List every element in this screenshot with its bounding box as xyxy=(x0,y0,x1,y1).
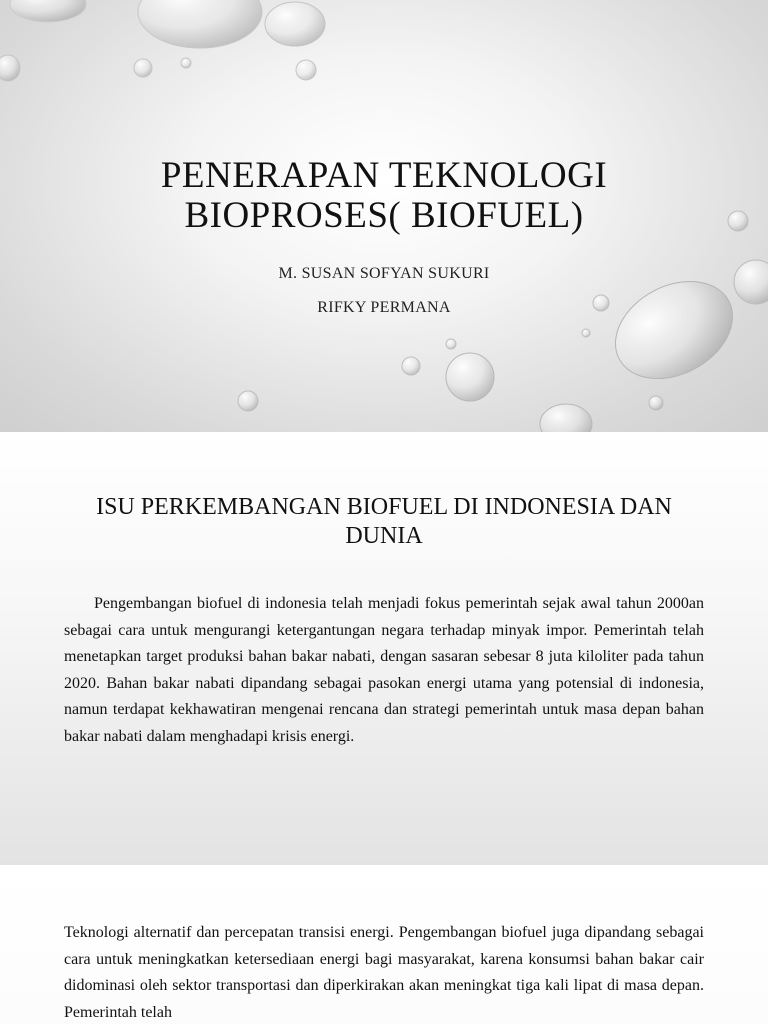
slide-title xyxy=(0,156,768,236)
title-slide xyxy=(0,0,768,432)
section-heading-line-1: ISU PERKEMBANGAN BIOFUEL DI INDONESIA DAN xyxy=(96,494,672,520)
author-name-1: M. SUSAN SOFYAN SUKURI xyxy=(278,265,490,282)
section-heading-line-2: DUNIA xyxy=(345,523,423,549)
body-paragraph-2: Teknologi alternatif dan percepatan transisi energi. Pengembangan biofuel juga dipandang sebagai cara untuk meningkatkan ketersediaan energi bagi masyarakat, karena konsumsi bahan bakar cair didominasi oleh sektor transportasi dan diperkirakan akan meningkat tiga kali lipat di masa depan. Pemerintah telah xyxy=(64,924,704,1021)
section-heading xyxy=(60,493,708,551)
body-paragraph-1: Pengembangan biofuel di indonesia telah menjadi fokus pemerintah sejak awal tahun 2000an sebagai cara untuk mengurangi ketergantungan negara terhadap minyak impor. Pemerintah telah menetapkan target produksi bahan bakar nabati, dengan sasaran sebesar 8 juta kiloliter pada tahun 2020. Bahan bakar nabati dipandang sebagai pasokan energi utama yang potensial di indonesia, namun terdapat kekhawatiran mengenai rencana dan strategi pemerintah untuk masa depan bahan bakar nabati dalam menghadapi krisis energi. xyxy=(64,595,704,745)
author-name-2: RIFKY PERMANA xyxy=(317,299,451,316)
slide-title-line-1: PENERAPAN TEKNOLOGI xyxy=(160,155,608,196)
slide-title-line-2: BIOPROSES( BIOFUEL) xyxy=(184,195,584,236)
